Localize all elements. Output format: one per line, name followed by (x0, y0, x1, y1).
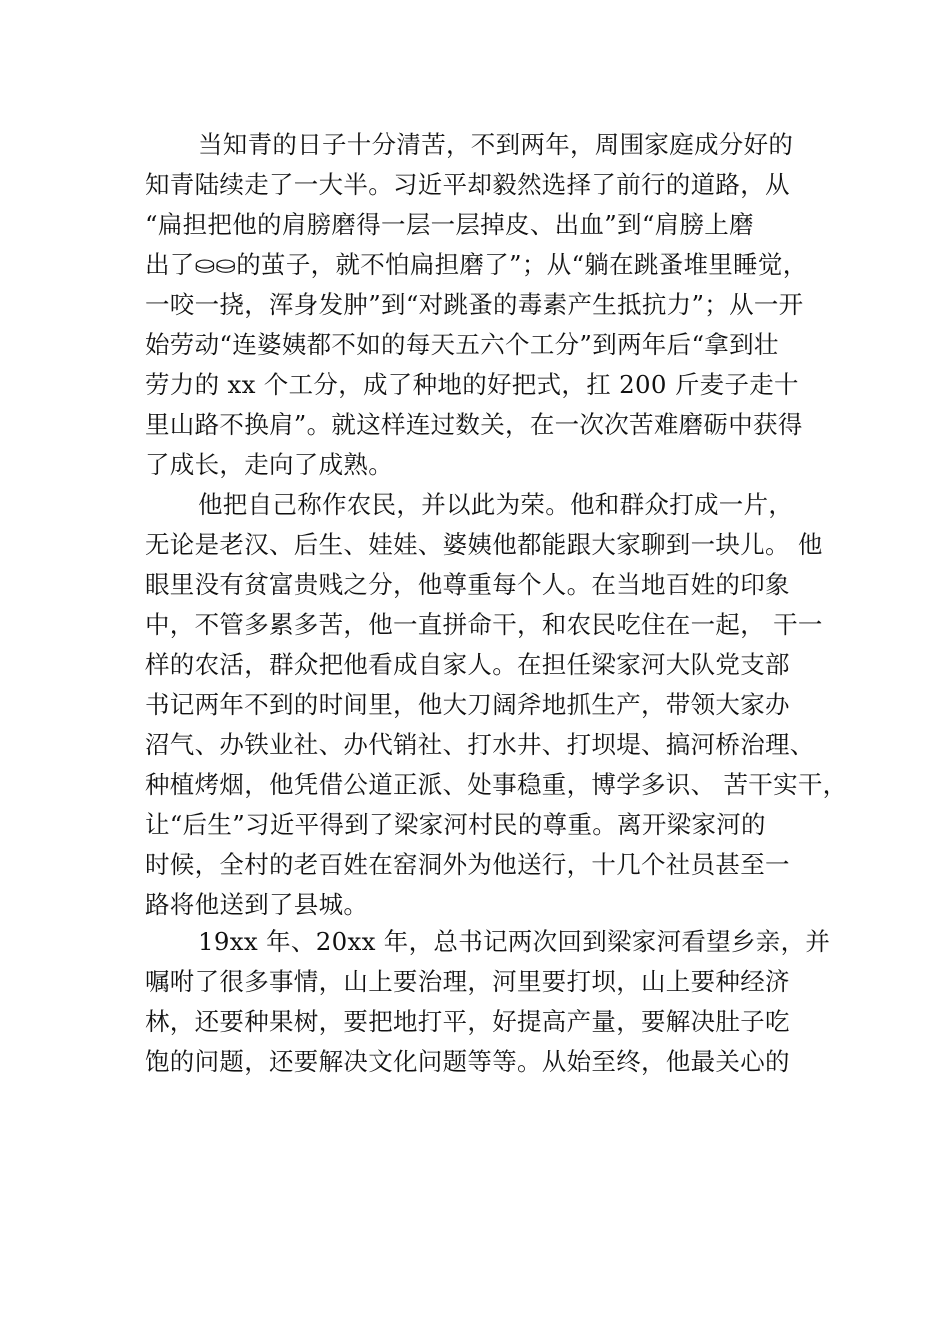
paragraph-line: 路将他送到了县城。 (145, 890, 369, 919)
paragraph-line: 种植烤烟，他凭借公道正派、处事稳重，博学多识、 苦干实干， (145, 770, 848, 799)
paragraph-line: 了成长，走向了成熟。 (145, 450, 393, 479)
paragraph-line: 里山路不换肩”。就这样连过数关，在一次次苦难磨砺中获得 (145, 410, 803, 439)
paragraph-line: 当知青的日子十分清苦，不到两年，周围家庭成分好的 (198, 130, 794, 159)
paragraph-line: 眼里没有贫富贵贱之分，他尊重每个人。在当地百姓的印象 (145, 570, 790, 599)
paragraph-line: 样的农活，群众把他看成自家人。在担任梁家河大队党支部 (145, 650, 790, 679)
paragraph-line: 知青陆续走了一大半。习近平却毅然选择了前行的道路，从 (145, 170, 790, 199)
paragraph-2 (145, 485, 848, 925)
paragraph-line: 劳力的 xx 个工分，成了种地的好把式，扛 200 斤麦子走十 (145, 370, 799, 399)
paragraph-line: 时候，全村的老百姓在窑洞外为他送行，十几个社员甚至一 (145, 850, 790, 879)
paragraph-line: 一咬一挠，浑身发肿”到“对跳蚤的毒素产生抵抗力”；从一开 (145, 290, 804, 319)
paragraph-line: 让“后生”习近平得到了梁家河村民的尊重。离开梁家河的 (145, 810, 766, 839)
paragraph-line: 沼气、办铁业社、办代销社、打水井、打坝堤、搞河桥治理、 (145, 730, 815, 759)
paragraph-line: 嘱咐了很多事情，山上要治理，河里要打坝，山上要种经济 (145, 967, 790, 996)
paragraph-line: 林，还要种果树，要把地打平，好提高产量，要解决肚子吃 (145, 1007, 790, 1036)
paragraph-line: 书记两年不到的时间里，他大刀阔斧地抓生产，带领大家办 (145, 690, 790, 719)
paragraph-1 (145, 125, 825, 485)
paragraph-line: 他把自己称作农民，并以此为荣。他和群众打成一片， (198, 490, 794, 519)
paragraph-line: 19xx 年、20xx 年，总书记两次回到梁家河看望乡亲，并 (198, 927, 831, 956)
paragraph-line: “扁担把他的肩膀磨得一层一层掉皮、出血”到“肩膀上磨 (145, 210, 754, 239)
paragraph-line: 始劳动“连婆姨都不如的每天五六个工分”到两年后“拿到壮 (145, 330, 779, 359)
paragraph-3 (145, 922, 831, 1082)
paragraph-line: 出了⛀⛀的茧子，就不怕扁担磨了”；从“躺在跳蚤堆里睡觉， (145, 250, 808, 279)
paragraph-line: 无论是老汉、后生、娃娃、婆姨他都能跟大家聊到一块儿。 他 (145, 530, 823, 559)
paragraph-line: 饱的问题，还要解决文化问题等等。从始至终，他最关心的 (145, 1047, 790, 1076)
paragraph-line: 中，不管多累多苦，他一直拼命干，和农民吃住在一起， 干一 (145, 610, 823, 639)
